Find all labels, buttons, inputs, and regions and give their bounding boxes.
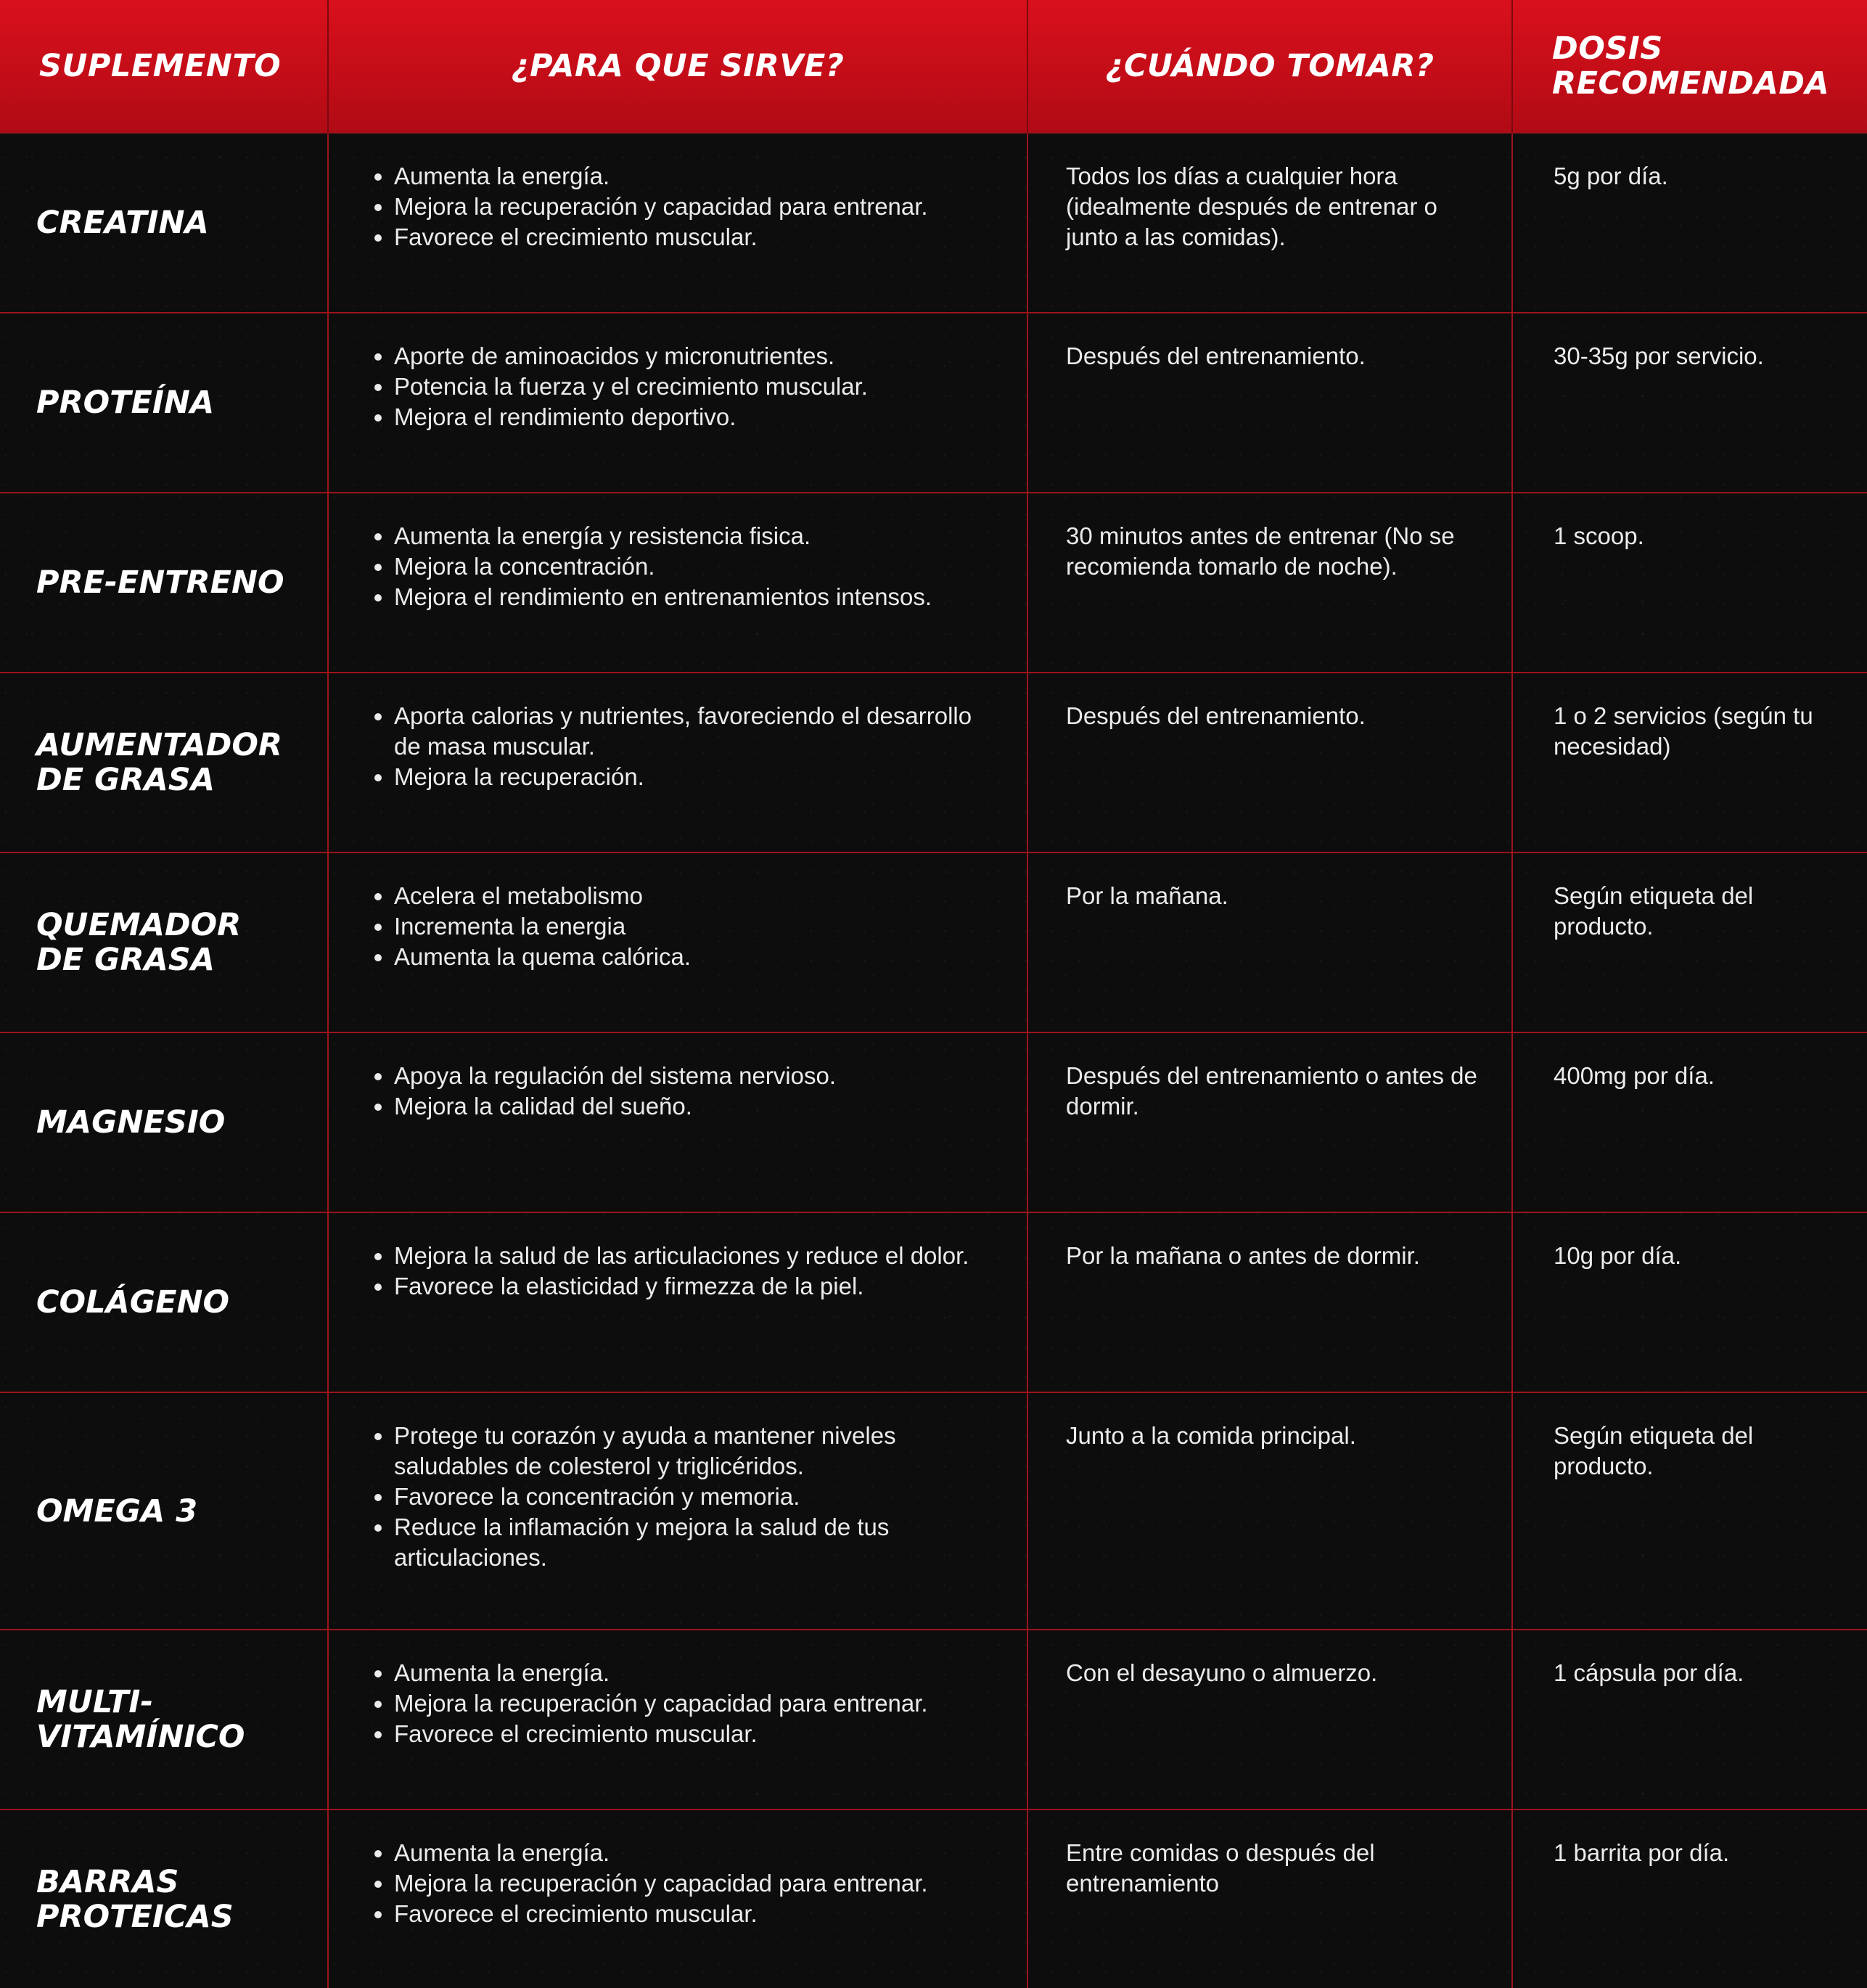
table-row	[0, 1630, 1867, 1810]
when-cell: Por la mañana.	[1027, 853, 1512, 1032]
when-cell: Todos los días a cualquier hora (idealmente después de entrenar o junto a las comidas).	[1027, 133, 1512, 313]
list-item: • Protege tu corazón y ayuda a mantener niveles saludables de colesterol y triglicéridos.	[394, 1421, 998, 1482]
supplement-name: MAGNESIO	[0, 1032, 328, 1212]
list-item: • Favorece la concentración y memoria.	[394, 1482, 998, 1512]
table-body	[0, 133, 1867, 1988]
purpose-cell	[328, 1212, 1027, 1392]
table-row	[0, 133, 1867, 313]
purpose-cell	[328, 673, 1027, 853]
list-item: • Aumenta la quema calórica.	[394, 942, 998, 972]
supplement-name: CREATINA	[0, 133, 328, 313]
list-item: • Mejora la recuperación y capacidad para entrenar.	[394, 192, 998, 222]
list-item: • Incrementa la energia	[394, 911, 998, 942]
dose-cell: Según etiqueta del producto.	[1512, 853, 1867, 1032]
when-cell: Con el desayuno o almuerzo.	[1027, 1630, 1512, 1810]
list-item: • Mejora la recuperación y capacidad para entrenar.	[394, 1868, 998, 1899]
purpose-list	[364, 521, 998, 612]
purpose-list	[364, 1838, 998, 1929]
table-row	[0, 1392, 1867, 1630]
list-item: • Mejora el rendimiento deportivo.	[394, 402, 998, 432]
supplement-name: OMEGA 3	[0, 1392, 328, 1630]
when-cell: Entre comidas o después del entrenamiento	[1027, 1810, 1512, 1988]
list-item: • Potencia la fuerza y el crecimiento muscular.	[394, 371, 998, 402]
purpose-list	[364, 701, 998, 792]
list-item: • Favorece el crecimiento muscular.	[394, 1719, 998, 1749]
list-item: • Favorece el crecimiento muscular.	[394, 222, 998, 252]
when-cell: Después del entrenamiento.	[1027, 673, 1512, 853]
purpose-cell	[328, 1032, 1027, 1212]
purpose-list	[364, 1061, 998, 1122]
list-item: • Apoya la regulación del sistema nervioso.	[394, 1061, 998, 1091]
purpose-list	[364, 1421, 998, 1573]
list-item: • Mejora la recuperación.	[394, 762, 998, 792]
supplement-name: MULTI- VITAMÍNICO	[0, 1630, 328, 1810]
purpose-cell	[328, 493, 1027, 673]
purpose-cell	[328, 313, 1027, 493]
purpose-list	[364, 881, 998, 972]
when-cell: Después del entrenamiento o antes de dormir.	[1027, 1032, 1512, 1212]
dose-cell: 5g por día.	[1512, 133, 1867, 313]
when-cell: Por la mañana o antes de dormir.	[1027, 1212, 1512, 1392]
dose-cell: 400mg por día.	[1512, 1032, 1867, 1212]
header-dose: DOSIS RECOMENDADA	[1512, 0, 1867, 133]
header-when: ¿CUÁNDO TOMAR?	[1027, 0, 1512, 133]
purpose-cell	[328, 853, 1027, 1032]
list-item: • Aumenta la energía.	[394, 161, 998, 192]
dose-cell: 1 o 2 servicios (según tu necesidad)	[1512, 673, 1867, 853]
table-row	[0, 313, 1867, 493]
supplement-name: PRE-ENTRENO	[0, 493, 328, 673]
dose-cell: 10g por día.	[1512, 1212, 1867, 1392]
list-item: • Acelera el metabolismo	[394, 881, 998, 911]
purpose-list	[364, 341, 998, 432]
list-item: • Reduce la inflamación y mejora la salud de tus articulaciones.	[394, 1512, 998, 1573]
header-supplement: SUPLEMENTO	[0, 0, 328, 133]
list-item: • Aumenta la energía.	[394, 1838, 998, 1868]
purpose-list	[364, 1658, 998, 1749]
list-item: • Aporta calorias y nutrientes, favoreciendo el desarrollo de masa muscular.	[394, 701, 998, 762]
purpose-list	[364, 161, 998, 252]
header-purpose: ¿PARA QUE SIRVE?	[328, 0, 1027, 133]
list-item: • Mejora la concentración.	[394, 551, 998, 582]
when-cell: 30 minutos antes de entrenar (No se recomienda tomarlo de noche).	[1027, 493, 1512, 673]
purpose-cell	[328, 1630, 1027, 1810]
dose-cell: 1 cápsula por día.	[1512, 1630, 1867, 1810]
table-row	[0, 493, 1867, 673]
table-row	[0, 673, 1867, 853]
table-row	[0, 1810, 1867, 1988]
supplement-name: QUEMADOR DE GRASA	[0, 853, 328, 1032]
list-item: • Favorece el crecimiento muscular.	[394, 1899, 998, 1929]
list-item: • Aumenta la energía y resistencia fisica.	[394, 521, 998, 551]
list-item: • Mejora la calidad del sueño.	[394, 1091, 998, 1122]
table-row	[0, 1212, 1867, 1392]
list-item: • Aumenta la energía.	[394, 1658, 998, 1688]
supplement-name: AUMENTADOR DE GRASA	[0, 673, 328, 853]
purpose-cell	[328, 1810, 1027, 1988]
list-item: • Mejora la recuperación y capacidad para entrenar.	[394, 1688, 998, 1719]
dose-cell: Según etiqueta del producto.	[1512, 1392, 1867, 1630]
table-header	[0, 0, 1867, 133]
list-item: • Aporte de aminoacidos y micronutrientes.	[394, 341, 998, 371]
purpose-list	[364, 1241, 998, 1302]
dose-cell: 30-35g por servicio.	[1512, 313, 1867, 493]
list-item: • Favorece la elasticidad y firmezza de la piel.	[394, 1271, 998, 1302]
supplement-name: COLÁGENO	[0, 1212, 328, 1392]
purpose-cell	[328, 1392, 1027, 1630]
dose-cell: 1 barrita por día.	[1512, 1810, 1867, 1988]
list-item: • Mejora el rendimiento en entrenamientos intensos.	[394, 582, 998, 612]
list-item: • Mejora la salud de las articulaciones y reduce el dolor.	[394, 1241, 998, 1271]
when-cell: Después del entrenamiento.	[1027, 313, 1512, 493]
supplement-name: BARRAS PROTEICAS	[0, 1810, 328, 1988]
purpose-cell	[328, 133, 1027, 313]
when-cell: Junto a la comida principal.	[1027, 1392, 1512, 1630]
table-row	[0, 1032, 1867, 1212]
table-row	[0, 853, 1867, 1032]
dose-cell: 1 scoop.	[1512, 493, 1867, 673]
header-row	[0, 0, 1867, 133]
supplement-name: PROTEÍNA	[0, 313, 328, 493]
